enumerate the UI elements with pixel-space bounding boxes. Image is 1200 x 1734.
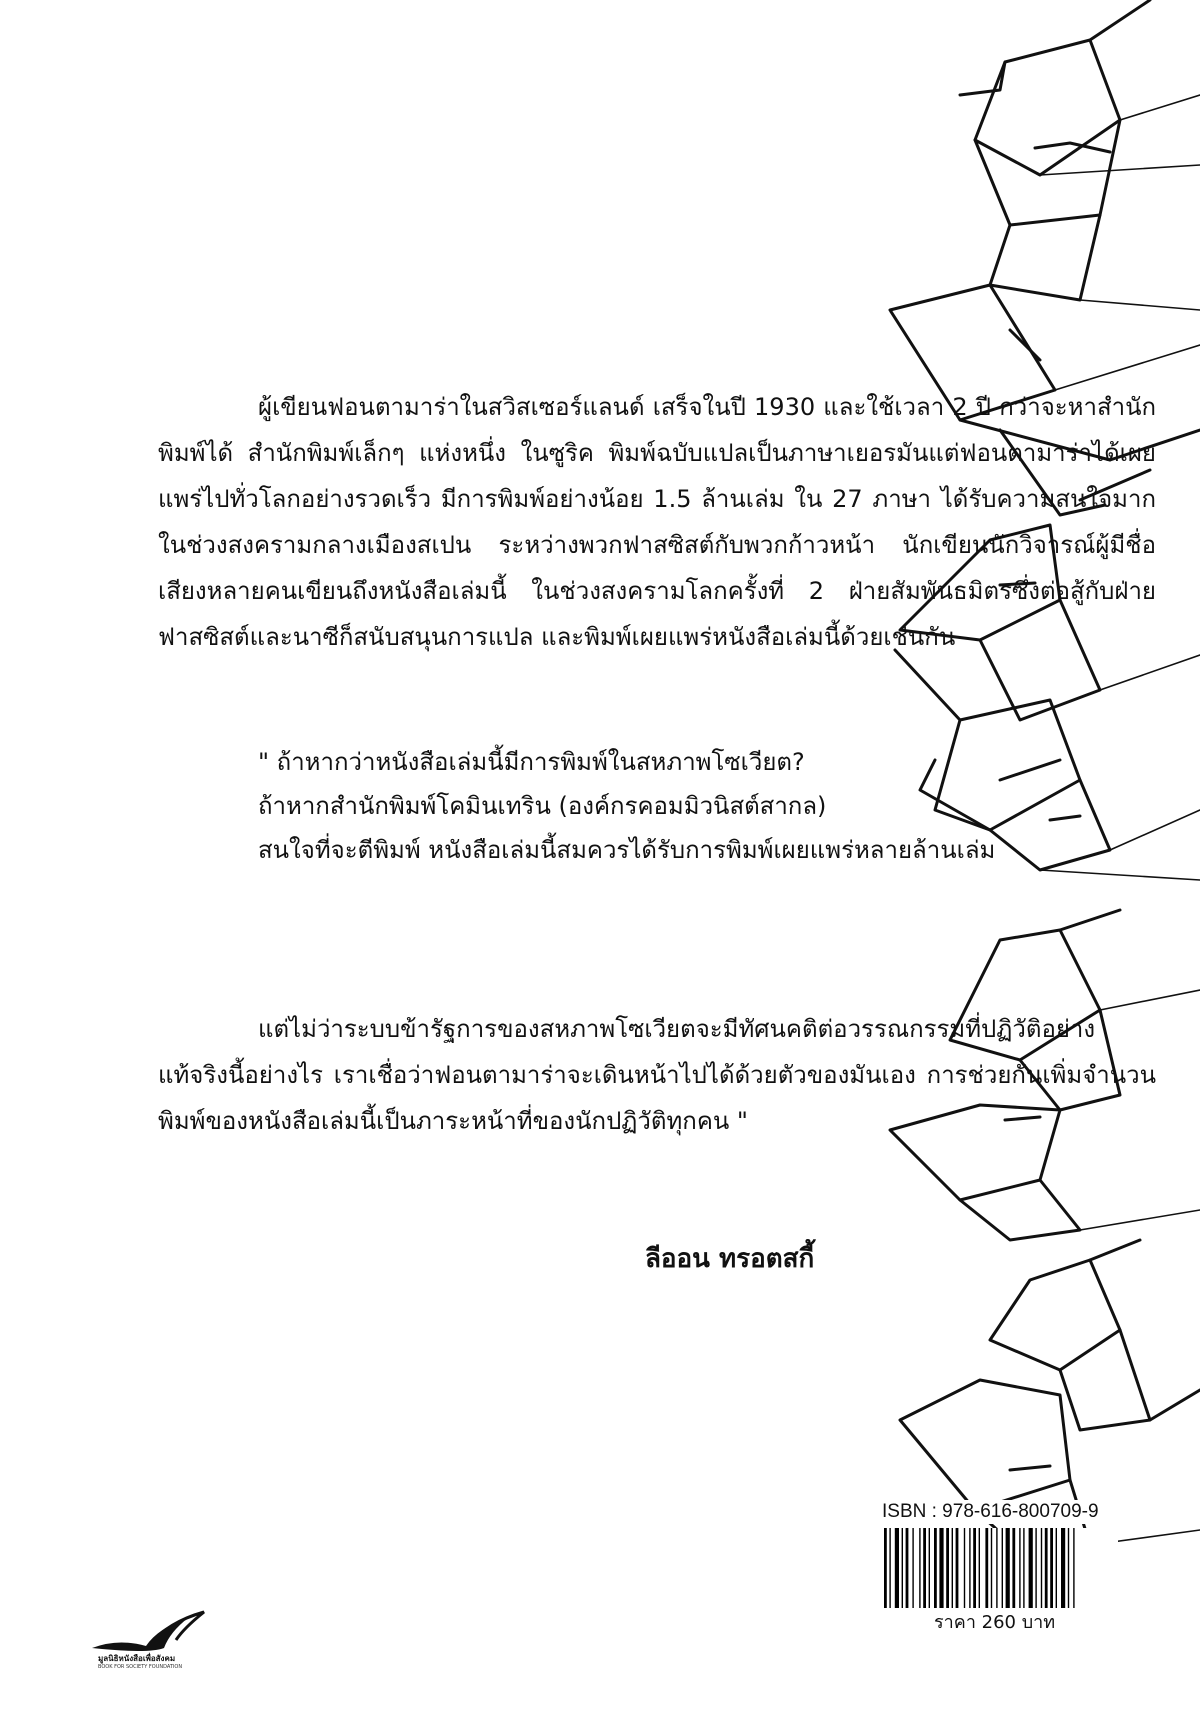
barcode-bar [906,1528,909,1608]
quote-continuation-paragraph: แต่ไม่ว่าระบบข้ารัฐการของสหภาพโซเวียตจะมีทัศนคติต่อวรรณกรรมที่ปฏิวัติอย่างแท้จริงนี้อย่างไร เราเชื่อว่าฟอนตามาร่าจะเดินหน้าไปได้ด้วยตัวของมันเอง การช่วยกันเพิ่มจำนวนพิมพ์ของหนังสือเล่มนี้เป็นภาระหน้าที่ของนักปฏิวัติทุกคน " [158,1015,1156,1135]
barcode-bar [952,1528,953,1608]
barcode-bar [934,1528,937,1608]
barcode-bar [912,1528,913,1608]
quote-line-1: " ถ้าหากว่าหนังสือเล่มนี้มีการพิมพ์ในสหภาพโซเวียต? [258,748,805,776]
barcode-bar [1068,1528,1069,1608]
trotsky-quote [258,740,995,872]
barcode-bar [1023,1528,1024,1608]
barcode-bar [1019,1528,1020,1608]
barcode-bar [969,1528,970,1608]
barcode-bar [1045,1528,1048,1608]
barcode-bar [956,1528,959,1608]
barcode-bar [1012,1528,1015,1608]
barcode-bar [902,1528,903,1608]
barcode-bar [1002,1528,1003,1608]
quote-line-2: ถ้าหากสำนักพิมพ์โคมินเทริน (องค์กรคอมมิวนิสต์สากล) [258,792,827,820]
barcode-bar [946,1528,949,1608]
barcode-bar [991,1528,992,1608]
barcode-bar [1056,1528,1057,1608]
publisher-name-en: BOOK FOR SOCIETY FOUNDATION [98,1664,183,1670]
barcode-bar [973,1528,976,1608]
bird-book-icon [88,1610,208,1654]
barcode-bar [1061,1528,1065,1608]
publisher-name: มูลนิธิหนังสือเพื่อสังคม [98,1654,176,1663]
barcode-bar [884,1528,887,1608]
barcode-bar [919,1528,920,1608]
isbn-block [882,1500,1132,1634]
barcode-bar [1029,1528,1033,1608]
description-paragraph: ผู้เขียนฟอนตามาร่าในสวิสเซอร์แลนด์ เสร็จในปี 1930 และใช้เวลา 2 ปี กว่าจะหาสำนักพิมพ์ได้ สำนักพิมพ์เล็กๆ แห่งหนึ่ง ในซูริค พิมพ์ฉบับแปลเป็นภาษาเยอรมันแต่ฟอนตามาร่าได้เผยแพร่ไปทั่วโลกอย่างรวดเร็ว มีการพิมพ์อย่างน้อย 1.5 ล้านเล่ม ใน 27 ภาษา ได้รับความสนใจมากในช่วงสงครามกลางเมืองสเปน ระหว่างพวกฟาสซิสต์กับพวกก้าวหน้า นักเขียนนักวิจารณ์ผู้มีชื่อเสียงหลายคนเขียนถึงหนังสือเล่มนี้ ในช่วงสงครามโลกครั้งที่ 2 ฝ่ายสัมพันธมิตรซึ่งต่อสู้กับฝ่ายฟาสซิสต์และนาซีก็สนับสนุนการแปล และพิมพ์เผยแพร่หนังสือเล่มนี้ด้วยเช่นกัน [158,393,1156,651]
barcode-bar [939,1528,943,1608]
quote-line-3: สนใจที่จะตีพิมพ์ หนังสือเล่มนี้สมควรได้รับการพิมพ์เผยแพร่หลายล้านเล่ม [258,836,996,864]
barcode-bar [1006,1528,1010,1608]
barcode-bar [996,1528,997,1608]
barcode-bar [1035,1528,1036,1608]
barcode-bar [1073,1528,1074,1608]
barcode-bar [889,1528,890,1608]
publisher-logo [88,1610,218,1671]
barcode-icon [882,1528,1118,1608]
author-name: ลีออน ทรอตสกี้ [645,1244,815,1274]
barcode-bar [1050,1528,1053,1608]
isbn-number: ISBN : 978-616-800709-9 [882,1500,1132,1524]
barcode-bar [1041,1528,1042,1608]
barcode-bar [985,1528,988,1608]
barcode-bar [895,1528,899,1608]
barcode-bar [923,1528,926,1608]
barcode-bar [929,1528,930,1608]
barcode-bar [964,1528,965,1608]
price-label: ราคา 260 บาท [934,1612,1056,1633]
barcode-bar [979,1528,980,1608]
